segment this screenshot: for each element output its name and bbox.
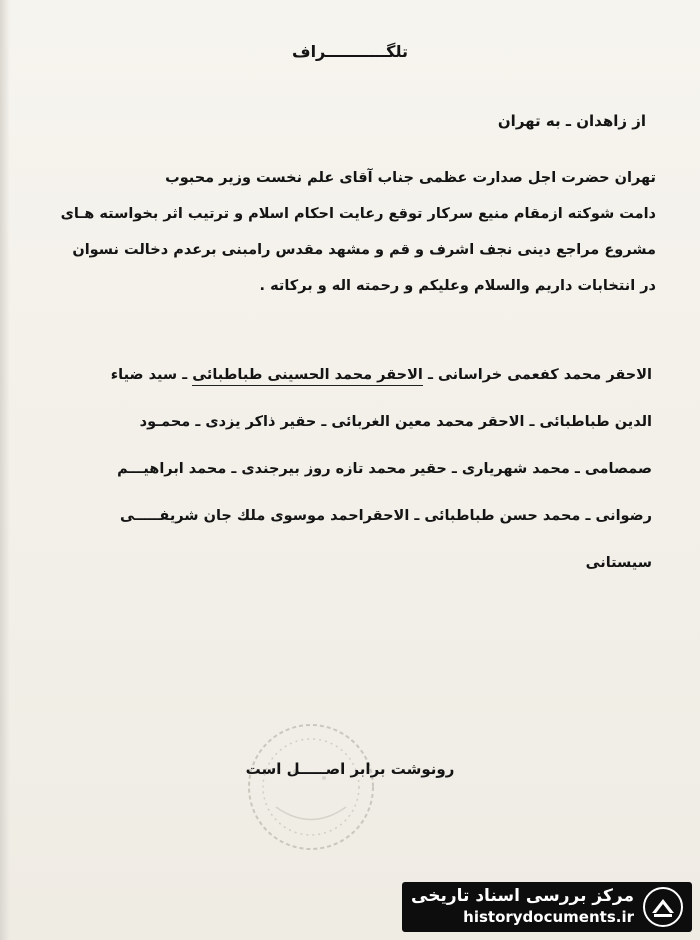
certification-note: رونوشت برابر اصـــــل است bbox=[245, 760, 455, 778]
signature-line: صمصامی ـ محمد شهریاری ـ حقیر محمد تازه روز بیرجندی ـ محمد ابراهیـــم bbox=[117, 461, 652, 477]
document-title: تلگـــــــــــراف bbox=[291, 42, 409, 61]
telegram-route: از زاهدان ـ به تهران bbox=[497, 112, 646, 130]
signature-text: ـ سید ضیاء bbox=[110, 367, 188, 383]
telegram-body bbox=[34, 160, 656, 304]
scan-edge-shadow bbox=[0, 0, 10, 940]
watermark-url: historydocuments.ir bbox=[463, 908, 634, 926]
watermark-banner bbox=[402, 882, 692, 932]
signature-line bbox=[34, 352, 652, 399]
signature-line: الدین طباطبائی ـ الاحقر محمد معین الغربائی ـ حقیر ذاکر یزدی ـ محمـود bbox=[139, 414, 652, 430]
signatories-list bbox=[34, 352, 652, 587]
signature-text: الاحقر محمد کفعمی خراسانی ـ bbox=[427, 367, 652, 383]
book-emblem-icon bbox=[642, 886, 684, 928]
body-line: تهران حضرت اجل صدارت عظمی جناب آقای علم نخست وزیر محبوب bbox=[165, 170, 656, 186]
faded-stamp bbox=[236, 712, 386, 862]
body-line: دامت شوکته ازمقام منیع سرکار توقع رعایت احکام اسلام و ترتیب اثر بخواسته هـای bbox=[60, 206, 656, 222]
watermark-name: مرکز بررسی اسناد تاریخی bbox=[411, 886, 634, 906]
underlined-signature: الاحقر محمد الحسینی طباطبائی bbox=[192, 367, 423, 386]
body-line: مشروع مراجع دینی نجف اشرف و قم و مشهد مقدس رامبنی برعدم دخالت نسوان bbox=[72, 242, 656, 258]
signature-line: رضوانی ـ محمد حسن طباطبائی ـ الاحقراحمد موسوی ملك جان شریفـــــی bbox=[119, 508, 652, 524]
body-line: در انتخابات داریم والسلام وعلیکم و رحمته اله و برکاته . bbox=[259, 278, 656, 294]
signature-line: سیستانی bbox=[585, 555, 652, 571]
